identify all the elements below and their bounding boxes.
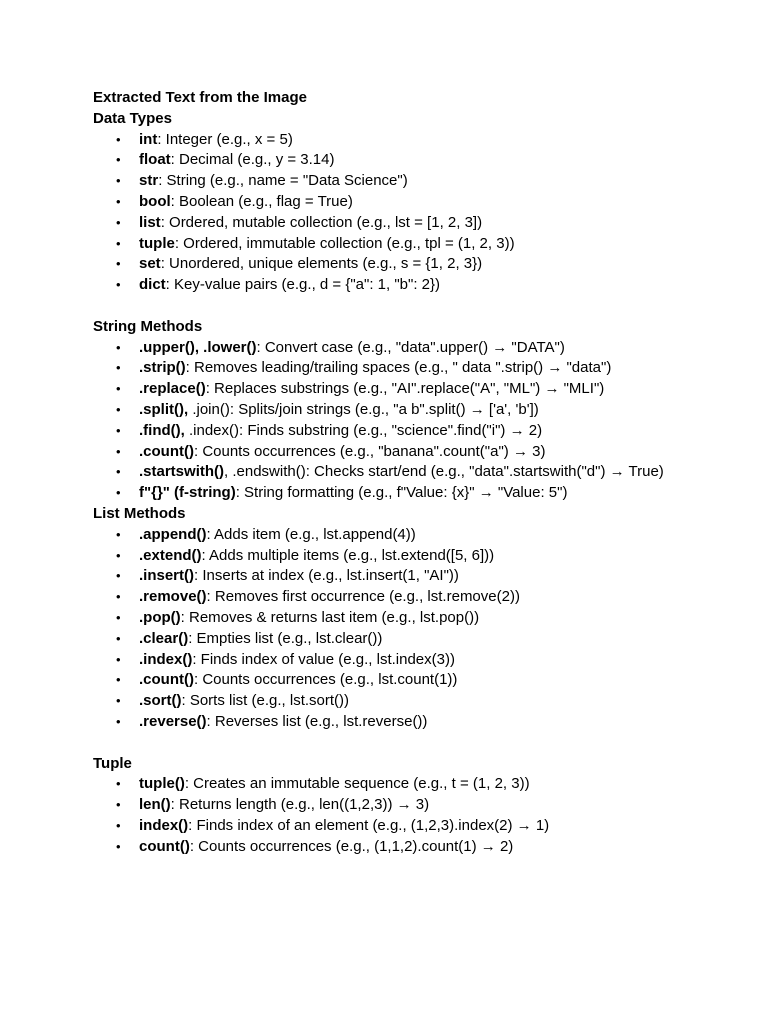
list-item [93,234,733,255]
bullet-icon: • [116,547,121,563]
section-data-types [93,109,733,296]
list-item [93,130,733,151]
list-item [93,691,733,712]
item-description: : Boolean (e.g., flag = True) [170,192,353,210]
item-description: : Finds substring (e.g., "science".find("i") → 2) [239,421,543,439]
bullet-icon: • [116,131,121,147]
item-description: : Finds index of value (e.g., lst.index(3)) [192,650,455,668]
bullet-icon: • [116,693,121,709]
item-plain: .join() [188,400,230,418]
list-item [93,358,733,379]
document-title: Extracted Text from the Image [93,89,307,106]
bullet-icon: • [116,401,121,417]
list-item [93,338,733,359]
item-description: : Reverses list (e.g., lst.reverse()) [206,712,428,730]
list-item [93,837,733,858]
item-description: : Counts occurrences (e.g., (1,1,2).count(1) → 2) [189,837,514,855]
item-description: : Checks start/end (e.g., "data".startswith("d") → True) [305,463,664,481]
item-description: : Removes first occurrence (e.g., lst.remove(2)) [206,588,520,606]
list-item [93,650,733,671]
list-item [93,608,733,629]
bullet-icon: • [116,464,121,480]
list-item [93,171,733,192]
section-heading: String Methods [93,317,203,335]
item-term: .clear() [139,629,189,647]
list-item [93,400,733,421]
list-item [93,254,733,275]
bullet-icon: • [116,193,121,209]
item-term: index() [139,816,189,834]
item-description: : Adds multiple items (e.g., lst.extend([5, 6])) [201,546,495,564]
bullet-icon: • [116,838,121,854]
item-term: dict [139,276,166,294]
bullet-icon: • [116,797,121,813]
list-item [93,442,733,463]
bullet-icon: • [116,817,121,833]
bullet-icon: • [116,277,121,293]
bullet-icon: • [116,630,121,646]
item-description: : Removes & returns last item (e.g., lst.pop()) [180,608,480,626]
item-term: .upper(), .lower() [139,338,257,356]
item-description: : Ordered, immutable collection (e.g., tpl = (1, 2, 3)) [174,234,515,252]
list-item [93,483,733,504]
document-page [93,88,733,857]
bullet-icon: • [116,568,121,584]
item-term: set [139,255,161,273]
item-term: .append() [139,525,207,543]
section-tuple [93,754,733,858]
item-description: : Counts occurrences (e.g., "banana".count("a") → 3) [193,442,546,460]
item-description: : Convert case (e.g., "data".upper() → "DATA") [256,338,565,356]
item-term: .count() [139,442,194,460]
item-term: .sort() [139,692,182,710]
item-term: list [139,213,161,231]
item-term: str [139,172,159,190]
list-item [93,150,733,171]
bullet-icon: • [116,713,121,729]
item-description: : Integer (e.g., x = 5) [157,130,293,148]
bullet-icon: • [116,422,121,438]
list-item [93,546,733,567]
section-heading: Data Types [93,109,172,127]
list-item [93,213,733,234]
item-description: : Replaces substrings (e.g., "AI".replace("A", "ML") → "MLI") [205,380,605,398]
item-description: : Sorts list (e.g., lst.sort()) [181,692,350,710]
item-term: f"{}" (f-string) [139,484,236,502]
item-description: : Key-value pairs (e.g., d = {"a": 1, "b": 2}) [165,276,441,294]
bullet-list [93,525,733,733]
bullet-icon: • [116,672,121,688]
item-term: float [139,151,171,169]
bullet-icon: • [116,485,121,501]
item-description: : Returns length (e.g., len((1,2,3)) → 3) [170,796,430,814]
item-description: : Decimal (e.g., y = 3.14) [170,151,335,169]
item-term: .insert() [139,567,195,585]
list-item [93,275,733,296]
bullet-icon: • [116,381,121,397]
list-item [93,525,733,546]
item-term: tuple() [139,775,185,793]
list-item [93,712,733,733]
item-description: : String formatting (e.g., f"Value: {x}" → "Value: 5") [235,484,568,502]
item-term: bool [139,192,171,210]
item-term: .split(), [139,400,189,418]
list-item [93,462,733,483]
item-term: .startswith() [139,463,225,481]
item-description: : Adds item (e.g., lst.append(4)) [206,525,416,543]
item-term: .strip() [139,359,186,377]
item-description: : Inserts at index (e.g., lst.insert(1, "AI")) [194,567,459,585]
item-term: .count() [139,671,194,689]
list-item [93,379,733,400]
section-list-methods [93,504,733,733]
bullet-icon: • [116,173,121,189]
bullet-icon: • [116,214,121,230]
item-description: : Creates an immutable sequence (e.g., t = (1, 2, 3)) [184,775,530,793]
list-item [93,421,733,442]
bullet-icon: • [116,235,121,251]
list-item [93,774,733,795]
list-item [93,587,733,608]
item-term: .replace() [139,380,206,398]
list-item [93,795,733,816]
item-term: .reverse() [139,712,207,730]
section-string-methods [93,317,733,504]
bullet-icon: • [116,152,121,168]
item-description: : Unordered, unique elements (e.g., s = {1, 2, 3}) [160,255,483,273]
item-term: .remove() [139,588,207,606]
item-description: : Splits/join strings (e.g., "a b".split() → ['a', 'b']) [229,400,539,418]
item-term: .extend() [139,546,202,564]
bullet-icon: • [116,609,121,625]
bullet-icon: • [116,651,121,667]
item-term: len() [139,796,171,814]
item-description: : Counts occurrences (e.g., lst.count(1)) [193,671,458,689]
item-description: : Ordered, mutable collection (e.g., lst = [1, 2, 3]) [160,213,483,231]
list-item [93,566,733,587]
item-term: count() [139,837,190,855]
list-item [93,192,733,213]
bullet-icon: • [116,360,121,376]
bullet-icon: • [116,526,121,542]
bullet-icon: • [116,443,121,459]
list-item [93,816,733,837]
section-heading: List Methods [93,504,186,522]
list-item [93,670,733,691]
item-term: int [139,130,158,148]
bullet-list [93,130,733,296]
item-term: tuple [139,234,175,252]
bullet-icon: • [116,589,121,605]
bullet-icon: • [116,339,121,355]
bullet-list [93,774,733,857]
item-term: .find(), [139,421,185,439]
section-heading: Tuple [93,754,132,772]
item-plain: .index() [184,421,240,439]
item-description: : Finds index of an element (e.g., (1,2,3).index(2) → 1) [188,816,550,834]
list-item [93,629,733,650]
item-term: .pop() [139,608,181,626]
item-description: : Empties list (e.g., lst.clear()) [188,629,383,647]
item-description: : String (e.g., name = "Data Science") [158,172,408,190]
bullet-icon: • [116,776,121,792]
item-term: .index() [139,650,193,668]
item-description: : Removes leading/trailing spaces (e.g., " data ".strip() → "data") [185,359,612,377]
bullet-list [93,338,733,504]
item-plain: , .endswith() [224,463,306,481]
bullet-icon: • [116,256,121,272]
